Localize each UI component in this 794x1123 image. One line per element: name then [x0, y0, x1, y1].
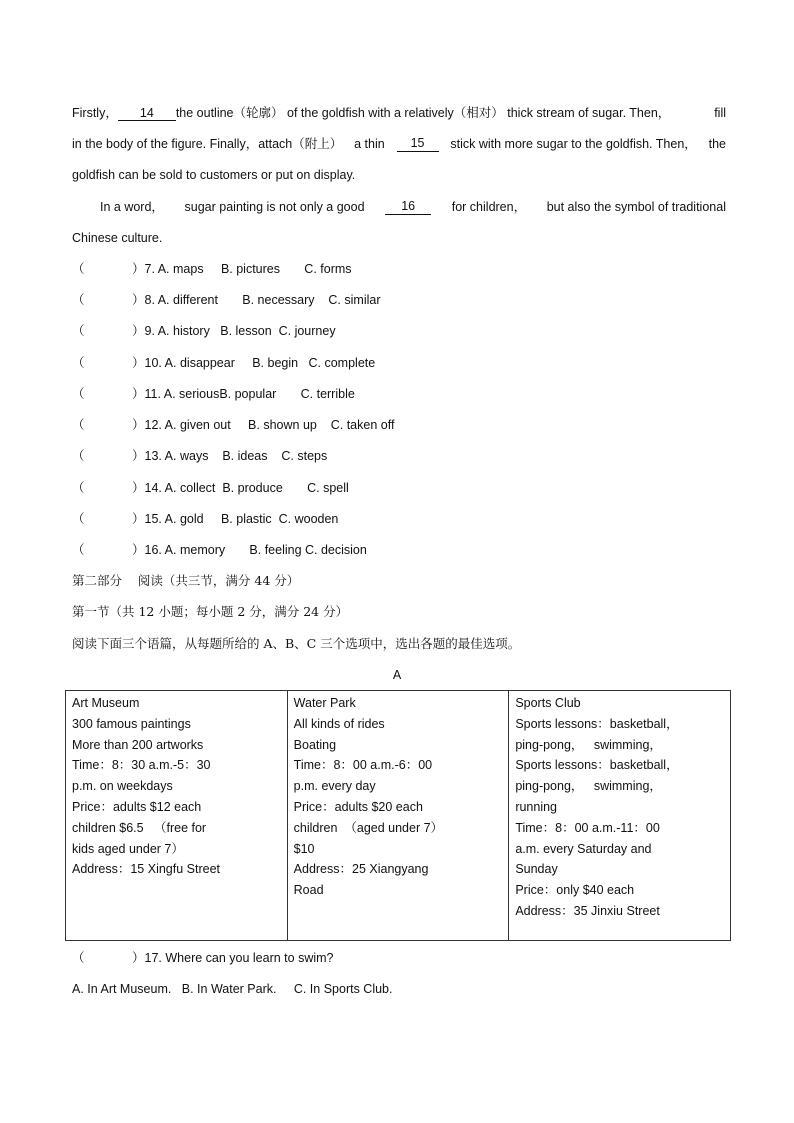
cell-line: Boating — [293, 737, 337, 752]
question-8 — [72, 292, 380, 308]
cell-line: Address：15 Xingfu Street — [72, 862, 220, 877]
question-7 — [72, 261, 352, 277]
passage-line-2 — [72, 136, 726, 152]
text: （轮廓） — [233, 105, 284, 120]
cell-line: More than 200 artworks — [72, 737, 204, 752]
cell-line: children （aged under 7） — [293, 820, 444, 835]
answer-paren[interactable]: （ — [72, 292, 85, 307]
text: （相对） — [453, 105, 504, 120]
answer-paren[interactable]: （ — [72, 386, 85, 401]
question-text: 9. A. history B. lesson C. journey — [144, 324, 336, 338]
sports-club-cell — [509, 691, 731, 941]
cell-line: ping-pong， swimming， — [515, 779, 662, 794]
question-text: 10. A. disappear B. begin C. complete — [144, 356, 376, 370]
answer-paren[interactable]: （ — [72, 542, 85, 557]
question-10 — [72, 355, 375, 371]
text: thick stream of sugar. Then， — [503, 106, 671, 120]
text: ） — [132, 323, 145, 338]
answer-blank-16[interactable]: 16 — [385, 199, 431, 215]
cell-line: Address：25 Xiangyang — [293, 862, 429, 877]
text: ） — [132, 292, 145, 307]
cell-line: $10 — [293, 841, 315, 856]
cell-line: a.m. every Saturday and — [515, 841, 652, 856]
question-text: 7. A. maps B. pictures C. forms — [144, 262, 352, 276]
question-13 — [72, 448, 327, 464]
cell-line: Sports lessons：basketball， — [515, 758, 679, 773]
text: ） — [132, 417, 145, 432]
question-text: 14. A. collect B. produce C. spell — [144, 481, 349, 495]
text: in the body of the figure. Finally，attach — [72, 137, 293, 151]
cell-line: Sunday — [515, 862, 558, 877]
question-14 — [72, 480, 349, 496]
question-16 — [72, 542, 367, 558]
passage-line-1 — [72, 105, 726, 121]
question-11 — [72, 386, 355, 402]
passage-line-5: Chinese culture. — [72, 231, 163, 245]
question-17-choices: A. In Art Museum. B. In Water Park. C. In Sports Club. — [72, 982, 393, 996]
text: ） — [132, 480, 145, 495]
cell-line: Price：only $40 each — [515, 883, 635, 898]
text: for children， — [451, 200, 527, 214]
question-text: 8. A. different B. necessary C. similar — [144, 293, 381, 307]
passage-line-4 — [100, 199, 726, 215]
text: fill — [714, 106, 726, 120]
text: ） — [132, 355, 145, 370]
cell-line: Address：35 Jinxiu Street — [515, 903, 660, 918]
answer-paren[interactable]: （ — [72, 261, 85, 276]
cell-line: Sports lessons：basketball， — [515, 716, 679, 731]
text: stick with more sugar to the goldfish. Then， — [450, 137, 697, 151]
cell-line: ping-pong， swimming， — [515, 737, 662, 752]
text: sugar painting is not only a good — [184, 200, 365, 214]
art-museum-cell — [66, 691, 288, 941]
question-text: 13. A. ways B. ideas C. steps — [144, 449, 328, 463]
text: ） — [132, 511, 145, 526]
answer-paren[interactable]: （ — [72, 417, 85, 432]
answer-paren[interactable]: （ — [72, 448, 85, 463]
text: （附上） — [292, 136, 343, 151]
answer-blank-15[interactable]: 15 — [397, 136, 439, 152]
passage-letter: A — [392, 668, 402, 682]
instructions: 阅读下面三个语篇，从每题所给的 A、B、C 三个选项中，选出各题的最佳选项。 — [72, 636, 521, 651]
cell-line: Road — [293, 883, 324, 898]
cell-line: running — [515, 799, 558, 814]
text: ） — [132, 542, 145, 557]
subsection-heading: 第一节（共 12 小题；每小题 2 分，满分 24 分） — [72, 604, 349, 619]
text: the — [708, 137, 726, 151]
section-heading: 第二部分 阅读（共三节，满分 44 分） — [72, 573, 300, 588]
cell-line: 300 famous paintings — [72, 716, 191, 731]
cell-line: kids aged under 7） — [72, 841, 184, 856]
answer-paren[interactable]: （ — [72, 950, 85, 965]
text: of the goldfish with a relatively — [283, 106, 454, 120]
cell-line: children $6.5 （free for — [72, 820, 207, 835]
water-park-cell — [287, 691, 509, 941]
cell-line: Time：8：30 a.m.-5：30 — [72, 758, 211, 773]
cell-line: Sports Club — [515, 696, 581, 710]
answer-paren[interactable]: （ — [72, 480, 85, 495]
text: In a word， — [100, 200, 164, 214]
cell-line: Water Park — [293, 696, 356, 710]
question-text: 15. A. gold B. plastic C. wooden — [144, 512, 339, 526]
text: the outline — [175, 106, 234, 120]
cell-line: Art Museum — [72, 696, 140, 710]
cell-line: p.m. on weekdays — [72, 779, 173, 794]
question-text: 16. A. memory B. feeling C. decision — [144, 543, 367, 557]
cell-line: Price：adults $20 each — [293, 799, 423, 814]
text: ） — [132, 261, 145, 276]
question-text: 11. A. seriousB. popular C. terrible — [144, 387, 355, 401]
question-text: 12. A. given out B. shown up C. taken off — [144, 418, 395, 432]
answer-paren[interactable]: （ — [72, 323, 85, 338]
text: ） — [132, 386, 145, 401]
question-12 — [72, 417, 394, 433]
passage-line-3: goldfish can be sold to customers or put on display. — [72, 168, 356, 182]
question-9 — [72, 323, 336, 339]
question-text: 17. Where can you learn to swim? — [144, 951, 334, 965]
cell-line: Time：8：00 a.m.-11：00 — [515, 820, 660, 835]
cell-line: All kinds of rides — [293, 716, 385, 731]
text: a thin — [354, 137, 385, 151]
question-15 — [72, 511, 338, 527]
text: ） — [132, 448, 145, 463]
text: but also the symbol of traditional — [546, 200, 726, 214]
answer-paren[interactable]: （ — [72, 511, 85, 526]
cell-line: Price：adults $12 each — [72, 799, 202, 814]
question-17 — [72, 950, 334, 966]
text: ） — [132, 950, 145, 965]
cell-line: p.m. every day — [293, 779, 376, 794]
answer-blank-14[interactable]: 14 — [118, 106, 176, 121]
answer-paren[interactable]: （ — [72, 355, 85, 370]
cell-line: Time：8：00 a.m.-6：00 — [293, 758, 433, 773]
info-table — [65, 690, 731, 941]
text: Firstly， — [72, 106, 118, 120]
